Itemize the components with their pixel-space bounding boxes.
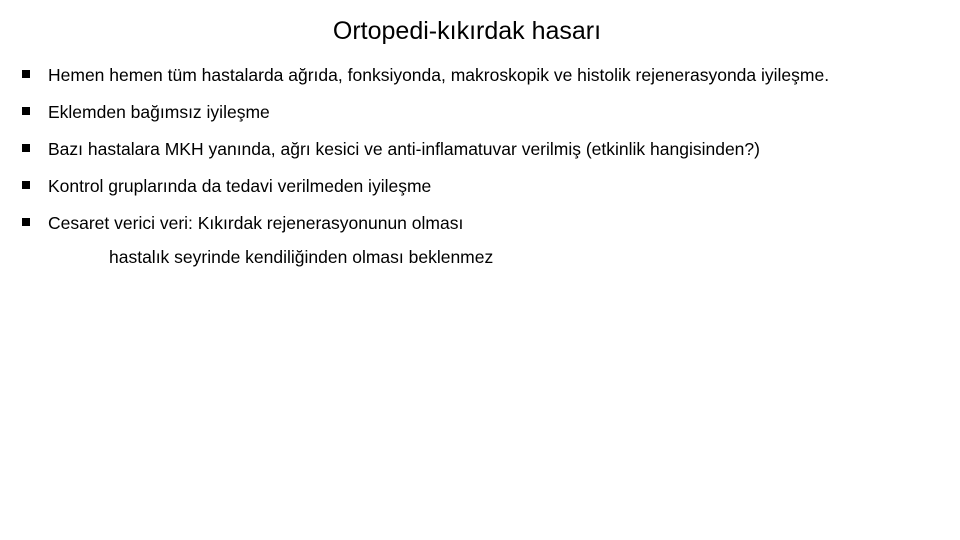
bullet-item (22, 175, 952, 212)
bullet-text: Hemen hemen tüm hastalarda ağrıda, fonksiyonda, makroskopik ve histolik rejenerasyonda iyileşme. (48, 65, 830, 85)
square-bullet-icon (22, 107, 30, 115)
bullet-continuation-text: hastalık seyrinde kendiliğinden olması beklenmez (109, 247, 494, 267)
bullet-item (22, 138, 952, 175)
square-bullet-icon (22, 218, 30, 226)
bullet-text: Bazı hastalara MKH yanında, ağrı kesici ve anti-inflamatuvar verilmiş (etkinlik hangisinden?) (48, 139, 760, 159)
bullet-item (22, 212, 952, 249)
bullet-list (22, 64, 952, 249)
square-bullet-icon (22, 181, 30, 189)
bullet-item (22, 64, 952, 101)
bullet-text: Cesaret verici veri: Kıkırdak rejenerasyonunun olması (48, 213, 464, 233)
square-bullet-icon (22, 70, 30, 78)
slide-title: Ortopedi-kıkırdak hasarı (332, 17, 602, 45)
bullet-text: Eklemden bağımsız iyileşme (48, 102, 270, 122)
bullet-text: Kontrol gruplarında da tedavi verilmeden iyileşme (48, 176, 432, 196)
square-bullet-icon (22, 144, 30, 152)
bullet-item (22, 101, 952, 138)
